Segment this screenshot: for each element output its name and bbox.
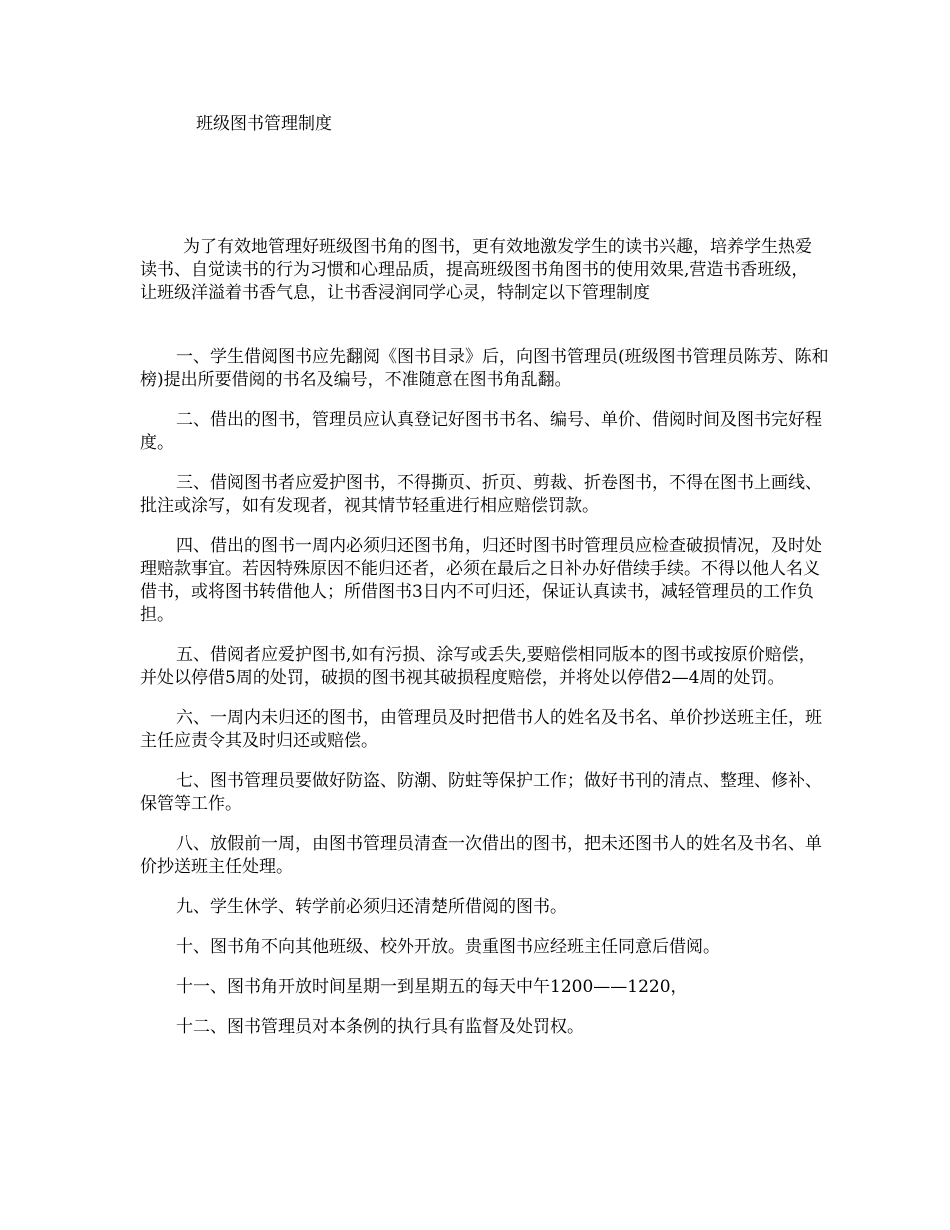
clause-12: 十二、图书管理员对本条例的执行具有监督及处罚权。 [176, 1017, 584, 1037]
clause-11: 十一、图书角开放时间星期一到星期五的每天中午1200——1220， [176, 977, 688, 997]
clause-7: 七、图书管理员要做好防盗、防潮、防蛀等保护工作；做好书刊的清点、整理、修补、保管等工作。 [140, 771, 822, 814]
clause-4: 四、借出的图书一周内必须归还图书角，归还时图书时管理员应检查破损情况，及时处理赔款事宜。若因特殊原因不能归还者，必须在最后之日补办好借续手续。不得以他人名义借书，或将图书转借他人；所借图书3日内不可归还，保证认真读书，减轻管理员的工作负担。 [140, 536, 822, 625]
clause-9: 九、学生休学、转学前必须归还清楚所借阅的图书。 [176, 897, 567, 917]
intro-paragraph: 为了有效地管理好班级图书角的图书，更有效地激发学生的读书兴趣，培养学生热爱读书、自觉读书的行为习惯和心理品质，提高班级图书角图书的使用效果,营造书香班级，让班级洋溢着书香气息，让书香浸润同学心灵，特制定以下管理制度 [140, 237, 812, 303]
clause-list [140, 346, 830, 1056]
document-title: 班级图书管理制度 [196, 114, 332, 134]
clause-10: 十、图书角不向其他班级、校外开放。贵重图书应经班主任同意后借阅。 [176, 937, 720, 957]
clause-5: 五、借阅者应爱护图书,如有污损、涂写或丢失,要赔偿相同版本的图书或按原价赔偿，并处以停借5周的处罚，破损的图书视其破损程度赔偿，并将处以停借2—4周的处罚。 [140, 645, 816, 688]
clause-6: 六、一周内未归还的图书，由管理员及时把借书人的姓名及书名、单价抄送班主任，班主任应责令其及时归还或赔偿。 [140, 708, 822, 751]
clause-8: 八、放假前一周，由图书管理员清查一次借出的图书，把未还图书人的姓名及书名、单价抄送班主任处理。 [140, 834, 822, 877]
clause-2: 二、借出的图书，管理员应认真登记好图书书名、编号、单价、借阅时间及图书完好程度。 [140, 410, 822, 453]
clause-1: 一、学生借阅图书应先翻阅《图书目录》后，向图书管理员(班级图书管理员陈芳、陈和榜)提出所要借阅的书名及编号，不准随意在图书角乱翻。 [140, 347, 829, 390]
clause-3: 三、借阅图书者应爱护图书，不得撕页、折页、剪裁、折卷图书，不得在图书上画线、批注或涂写，如有发现者，视其情节轻重进行相应赔偿罚款。 [140, 473, 822, 516]
